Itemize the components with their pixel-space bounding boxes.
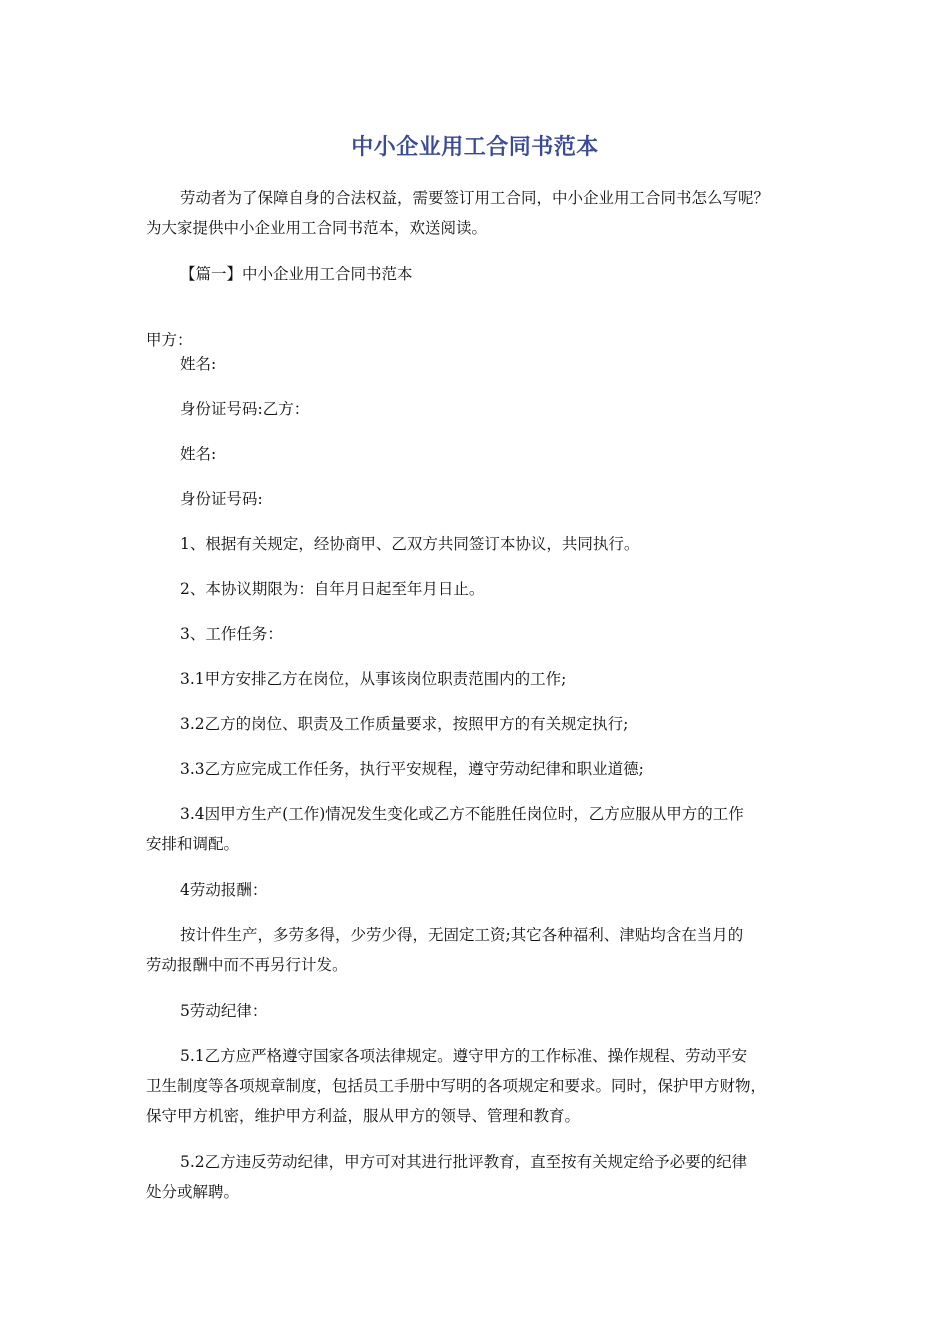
clause-2: 2、本协议期限为：自年月日起至年月日止。 (180, 580, 485, 598)
clause-3-4-line-1: 3.4因甲方生产(工作)情况发生变化或乙方不能胜任岗位时，乙方应服从甲方的工作 (180, 805, 744, 823)
clause-3-4-line-2: 安排和调配。 (146, 835, 240, 853)
clause-5-1-line-1: 5.1乙方应严格遵守国家各项法律规定。遵守甲方的工作标准、操作规程、劳动平安 (180, 1047, 748, 1065)
clause-5-2-line-1: 5.2乙方违反劳动纪律，甲方可对其进行批评教育，直至按有关规定给予必要的纪律 (180, 1153, 748, 1171)
clause-5-2-line-2: 处分或解聘。 (146, 1183, 240, 1201)
intro-line-2: 为大家提供中小企业用工合同书范本，欢送阅读。 (146, 219, 488, 237)
document-title: 中小企业用工合同书范本 (351, 135, 599, 160)
clause-5-heading: 5劳动纪律： (180, 1002, 268, 1020)
clause-4-line-1: 按计件生产，多劳多得，少劳少得，无固定工资;其它各种福利、津贴均含在当月的 (180, 926, 744, 944)
party-b-id: 身份证号码: (180, 490, 263, 508)
clause-3-3: 3.3乙方应完成工作任务，执行平安规程，遵守劳动纪律和职业道德; (180, 760, 644, 778)
clause-4-heading: 4劳动报酬： (180, 881, 268, 899)
intro-line-1: 劳动者为了保障自身的合法权益，需要签订用工合同，中小企业用工合同书怎么写呢？ (180, 189, 770, 207)
party-a-id-party-b: 身份证号码:乙方： (180, 400, 310, 418)
party-b-name: 姓名: (180, 445, 217, 463)
section-heading: 【篇一】中小企业用工合同书范本 (180, 265, 413, 283)
party-a-name: 姓名: (180, 355, 217, 373)
clause-3-2: 3.2乙方的岗位、职责及工作质量要求，按照甲方的有关规定执行; (180, 715, 629, 733)
clause-1: 1、根据有关规定，经协商甲、乙双方共同签订本协议，共同执行。 (180, 535, 640, 553)
clause-5-1-line-2: 卫生制度等各项规章制度，包括员工手册中写明的各项规定和要求。同时，保护甲方财物， (146, 1077, 767, 1095)
party-a-label: 甲方： (146, 331, 193, 349)
clause-4-line-2: 劳动报酬中而不再另行计发。 (146, 956, 348, 974)
clause-3-1: 3.1甲方安排乙方在岗位，从事该岗位职责范围内的工作; (180, 670, 567, 688)
clause-5-1-line-3: 保守甲方机密，维护甲方利益，服从甲方的领导、管理和教育。 (146, 1107, 581, 1125)
clause-3: 3、工作任务： (180, 625, 283, 643)
